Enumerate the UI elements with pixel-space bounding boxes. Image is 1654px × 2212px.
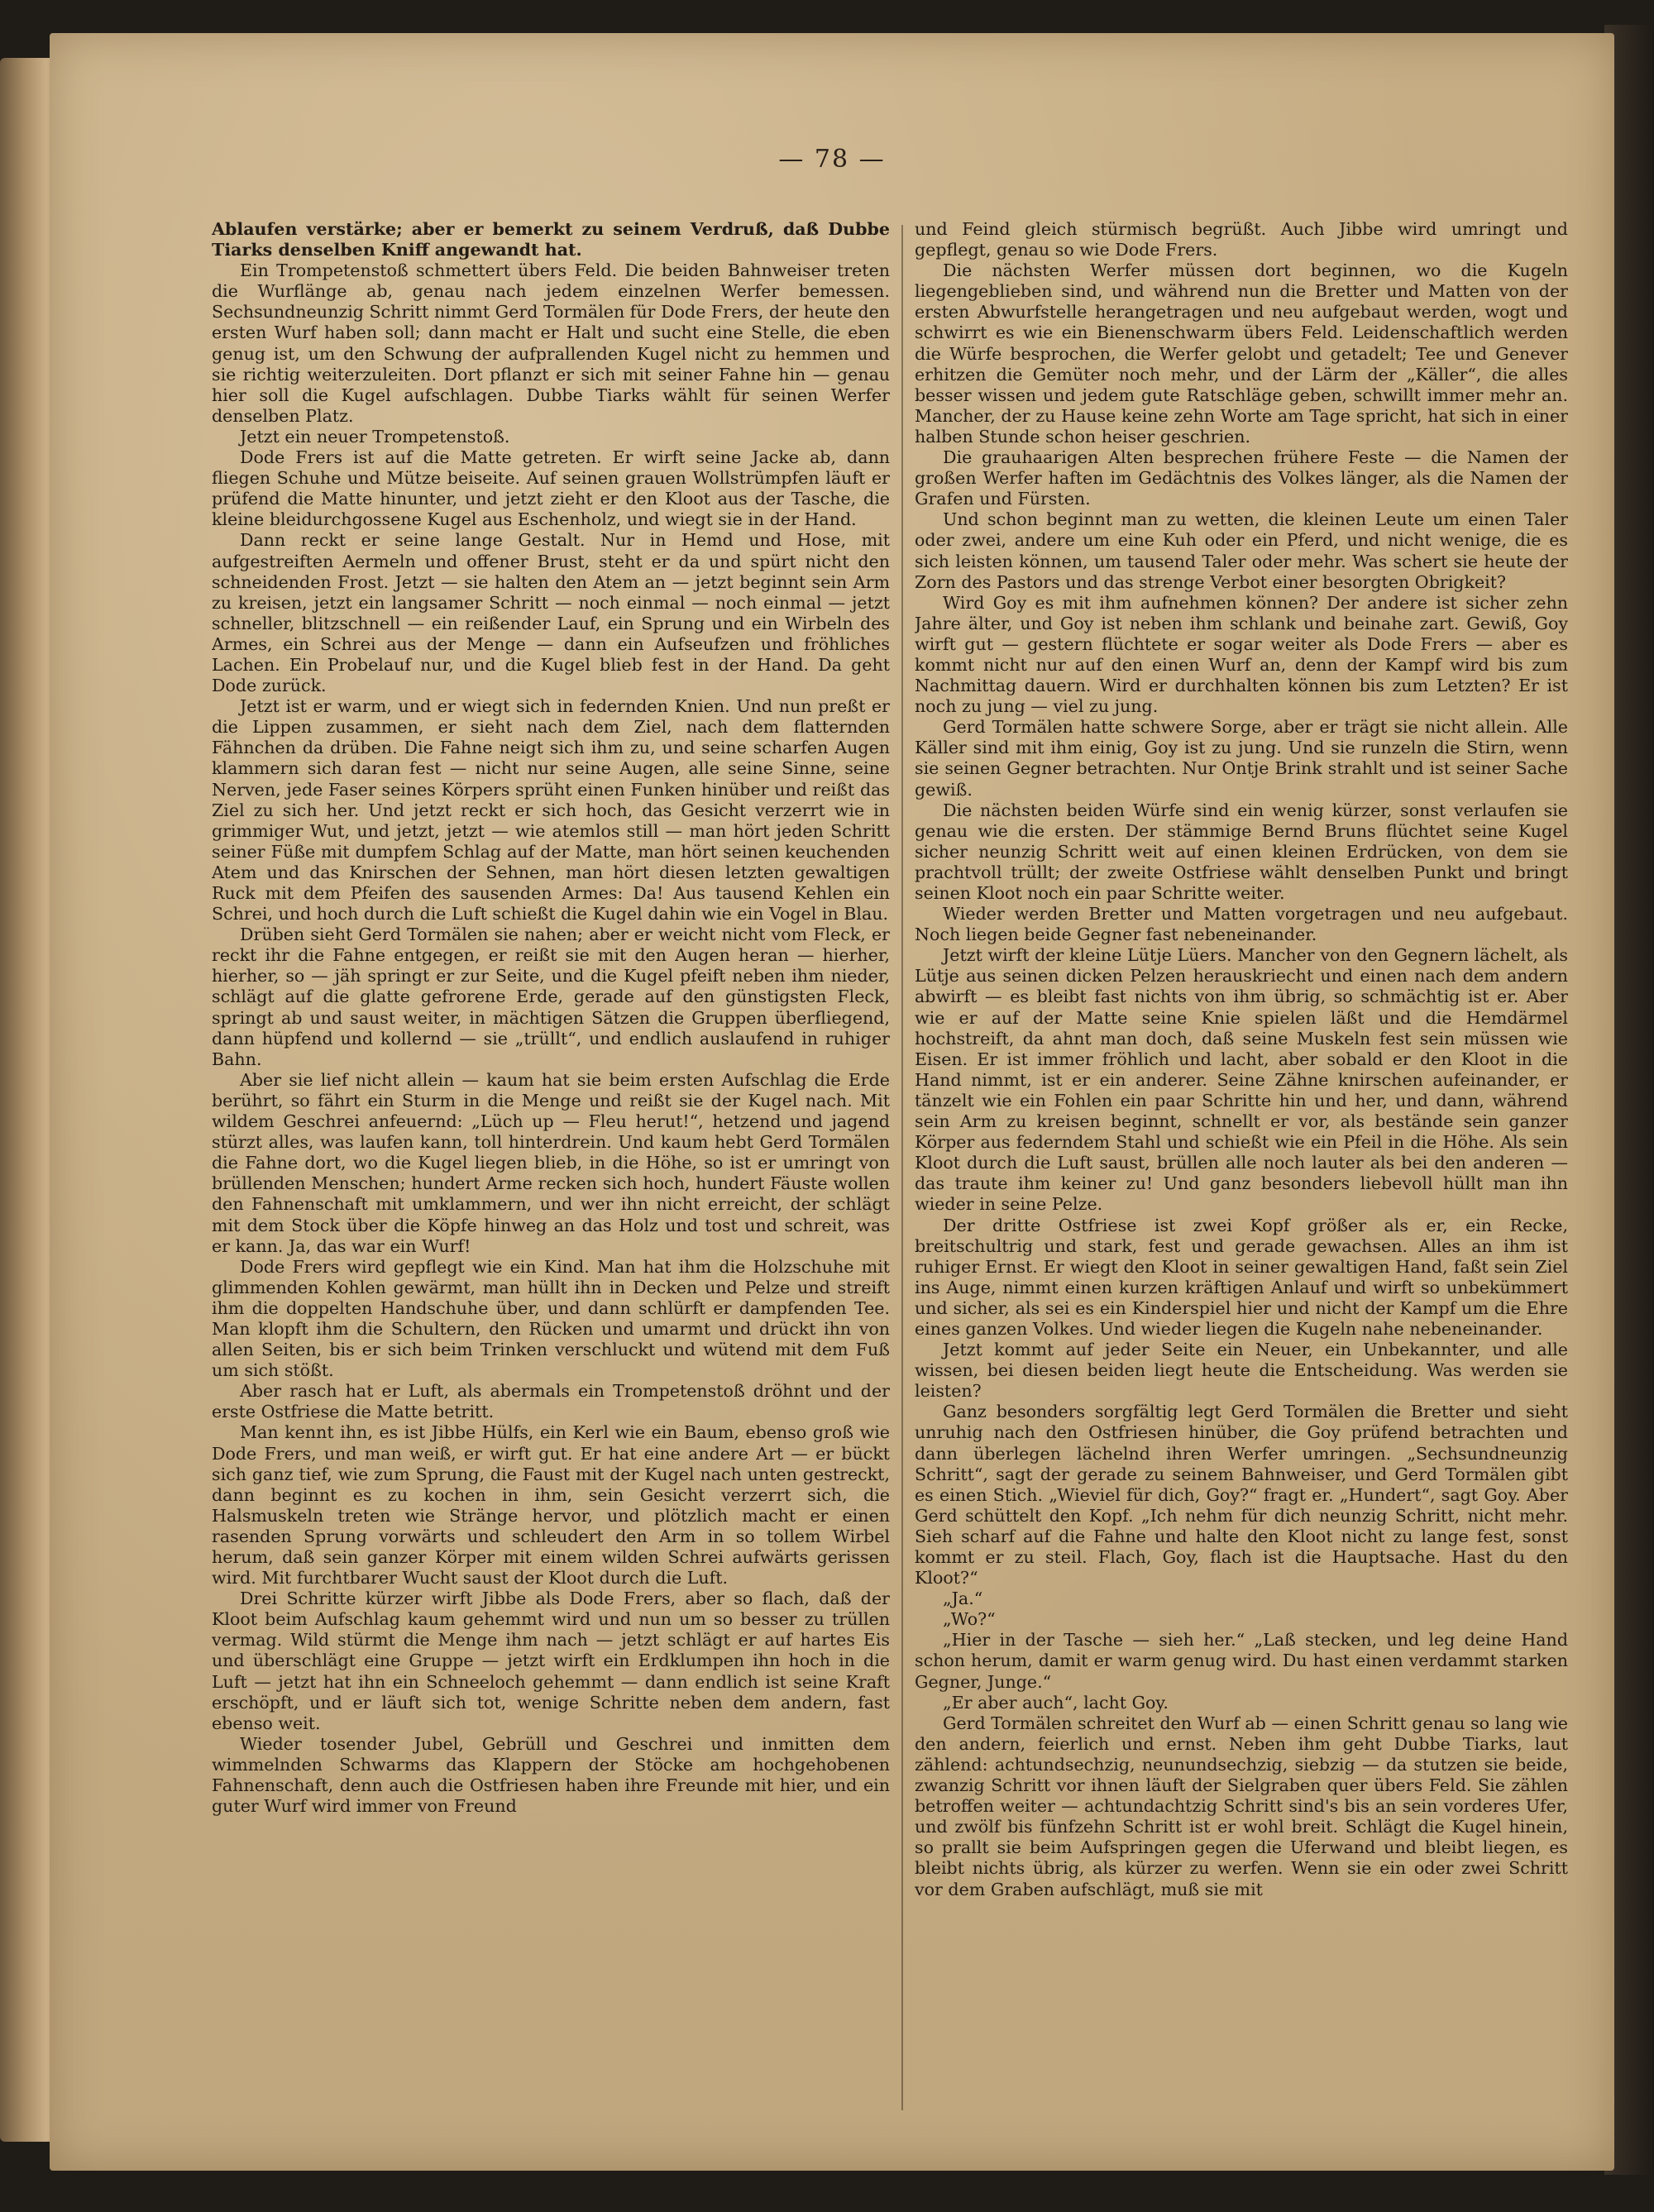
paragraph: Die nächsten Werfer müssen dort beginnen, wo die Kugeln liegengeblieben sind, und während nun die Bretter und Matten von der ersten Abwurfstelle herangetragen und neu aufgebaut werden, wogt und schwirrt es wie ein Bienenschwarm übers Feld. Leidenschaftlich werden die Würfe besprochen, die Werfer gelobt und getadelt; Tee und Genever erhitzen die Gemüter noch mehr, und der Lärm der „Käller“, die alles besser wissen und jedem gute Ratschläge geben, schwillt immer mehr an. Mancher, der zu Hause keine zehn Worte am Tage spricht, hat sich in einer halben Stunde schon heiser geschrien. bbox=[915, 260, 1568, 447]
paragraph: Dann reckt er seine lange Gestalt. Nur in Hemd und Hose, mit aufgestreiften Aermeln und offener Brust, steht er da und spürt nicht den schneidenden Frost. Jetzt — sie halten den Atem an — jetzt beginnt sein Arm zu kreisen, jetzt ein langsamer Schritt — noch einmal — noch einmal — jetzt schneller, blitzschnell — ein reißender Lauf, ein Sprung und ein Wirbeln des Armes, ein Schrei aus der Menge — dann ein Aufseufzen und fröhliches Lachen. Ein Probelauf nur, und die Kugel blieb fest in der Hand. Da geht Dode zurück. bbox=[212, 530, 890, 696]
paragraph: „Er aber auch“, lacht Goy. bbox=[943, 1692, 1169, 1713]
paragraph: „Hier in der Tasche — sieh her.“ „Laß stecken, und leg deine Hand schon herum, damit er warm genug wird. Du hast einen verdammt starken Gegner, Junge.“ bbox=[915, 1630, 1568, 1692]
paragraph: Aber rasch hat er Luft, als abermals ein Trompetenstoß dröhnt und der erste Ostfriese die Matte betritt. bbox=[212, 1381, 890, 1422]
paragraph: Der dritte Ostfriese ist zwei Kopf größer als er, ein Recke, breitschultrig und stark, fest und gerade gewachsen. Alles an ihm ist ruhiger Ernst. Er wiegt den Kloot in seiner gewaltigen Hand, faßt sein Ziel ins Auge, nimmt einen kurzen kräftigen Anlauf und wirft so unbekümmert und sicher, als sei es ein Kinderspiel hier und nicht der Kampf um die Ehre eines ganzen Volkes. Und wieder liegen die Kugeln nahe nebeneinander. bbox=[915, 1215, 1568, 1339]
column-divider bbox=[901, 225, 903, 2110]
paragraph: Jetzt kommt auf jeder Seite ein Neuer, ein Unbekannter, und alle wissen, bei diesen beiden liegt heute die Entscheidung. Was werden sie leisten? bbox=[915, 1340, 1568, 1402]
paragraph: Wieder werden Bretter und Matten vorgetragen und neu aufgebaut. Noch liegen beide Gegner fast nebeneinander. bbox=[915, 904, 1568, 945]
paragraph: Man kennt ihn, es ist Jibbe Hülfs, ein Kerl wie ein Baum, ebenso groß wie Dode Frers, und man weiß, er wirft gut. Er hat eine andere Art — er bückt sich ganz tief, wie zum Sprung, die Faust mit der Kugel nach unten gestreckt, dann beginnt es zu kochen in ihm, sein Gesicht verzerrt sich, die Halsmuskeln treten wie Stränge hervor, und plötzlich macht er einen rasenden Sprung vorwärts und schleudert den Arm in so tollem Wirbel herum, daß sein ganzer Körper mit einem wilden Schrei aufwärts gerissen wird. Mit furchtbarer Wucht saust der Kloot durch die Luft. bbox=[212, 1422, 890, 1589]
paragraph: „Ja.“ bbox=[943, 1589, 983, 1609]
paragraph: Wird Goy es mit ihm aufnehmen können? Der andere ist sicher zehn Jahre älter, und Goy ist neben ihm schlank und beinahe zart. Gewiß, Goy wirft gut — gestern flüchtete er sogar weiter als Dode Frers — aber es kommt nicht nur auf den einen Wurf an, denn der Kampf wird bis zum Nachmittag dauern. Wird er durchhalten können bis zum Letzten? Er ist noch zu jung — viel zu jung. bbox=[915, 592, 1568, 717]
paragraph: „Wo?“ bbox=[943, 1609, 996, 1630]
paragraph: Die grauhaarigen Alten besprechen frühere Feste — die Namen der großen Werfer haften im Gedächtnis des Volkes länger, als die Namen der Grafen und Fürsten. bbox=[915, 447, 1568, 509]
paragraph: Gerd Tormälen schreitet den Wurf ab — einen Schritt genau so lang wie den andern, feierlich und ernst. Neben ihm geht Dubbe Tiarks, laut zählend: achtundsechzig, neunundsechzig, siebzig — da stutzen sie beide, zwanzig Schritt vor ihnen läuft der Sielgraben quer übers Feld. Sie zählen betroffen weiter — achtundachtzig Schritt sind's bis an sein vorderes Ufer, und zwölf bis fünfzehn Schritt ist er wohl breit. Schlägt die Kugel hinein, so prallt sie beim Aufspringen gegen die Uferwand und bleibt liegen, es bleibt nichts übrig, als kürzer zu werfen. Wenn sie ein oder zwei Schritt vor dem Graben aufschlägt, muß sie mit bbox=[915, 1713, 1568, 1899]
page-number: — 78 — bbox=[778, 145, 886, 174]
document-page bbox=[50, 33, 1614, 2171]
paragraph: Dode Frers ist auf die Matte getreten. Er wirft seine Jacke ab, dann fliegen Schuhe und Mütze beiseite. Auf seinen grauen Wollstrümpfen läuft er prüfend die Matte hinunter, und jetzt zieht er den Kloot aus der Tasche, die kleine bleidurchgossene Kugel aus Eschenholz, und wiegt sie in der Hand. bbox=[212, 447, 890, 530]
paragraph: Die nächsten beiden Würfe sind ein wenig kürzer, sonst verlaufen sie genau wie die ersten. Der stämmige Bernd Bruns flüchtet seine Kugel sicher neunzig Schritt weit auf einen kleinen Erdrücken, von dem sie prachtvoll trüllt; der zweite Ostfriese wählt denselben Punkt und bringt seinen Kloot noch ein paar Schritte weiter. bbox=[915, 800, 1568, 903]
paragraph: Ein Trompetenstoß schmettert übers Feld. Die beiden Bahnweiser treten die Wurflänge ab, genau nach jedem einzelnen Werfer bemessen. Sechsundneunzig Schritt nimmt Gerd Tormälen für Dode Frers, der heute den ersten Wurf haben soll; dann macht er Halt und sucht eine Stelle, die eben genug ist, um den Schwung der aufprallenden Kugel nicht zu hemmen und sie richtig weiterzuleiten. Dort pflanzt er sich mit seiner Fahne hin — genau hier soll die Kugel aufschlagen. Dubbe Tiarks wählt für seinen Werfer denselben Platz. bbox=[212, 260, 890, 426]
paragraph: Dode Frers wird gepflegt wie ein Kind. Man hat ihm die Holzschuhe mit glimmenden Kohlen gewärmt, man hüllt ihn in Decken und Pelze und streift ihm die doppelten Handschuhe über, und dann schlürft er dampfenden Tee. Man klopft ihm die Schultern, den Rücken und umarmt und drückt ihn von allen Seiten, bis er sich beim Trinken verschluckt und wütend mit dem Fuß um sich stößt. bbox=[212, 1256, 890, 1381]
paragraph: Ablaufen verstärke; aber er bemerkt zu seinem Verdruß, daß Dubbe Tiarks denselben Kniff angewandt hat. bbox=[212, 219, 890, 260]
paragraph: Jetzt ist er warm, und er wiegt sich in federnden Knien. Und nun preßt er die Lippen zusammen, er sieht nach dem Ziel, nach dem flatternden Fähnchen da drüben. Die Fahne neigt sich ihm zu, und seine scharfen Augen klammern sich daran fest — nicht nur seine Augen, alle seine Sinne, seine Nerven, jede Faser seines Körpers sprüht einen Funken hinüber und reißt das Ziel zu sich her. Und jetzt reckt er sich hoch, das Gesicht verzerrt wie in grimmiger Wut, und jetzt, jetzt — wie atemlos still — man hört jeden Schritt seiner Füße mit dumpfem Schlag auf der Matte, man hört seinen keuchenden Atem und das Knirschen der Sehnen, man hört diesen letzten gewaltigen Ruck mit dem Pfeifen des sausenden Armes: Da! Aus tausend Kehlen ein Schrei, und hoch durch die Luft schießt die Kugel dahin wie ein Vogel in Blau. bbox=[212, 696, 890, 924]
paragraph: Drüben sieht Gerd Tormälen sie nahen; aber er weicht nicht vom Fleck, er reckt ihr die Fahne entgegen, er reißt sie mit den Augen heran — hierher, hierher, so — jäh springt er zur Seite, und die Kugel pfeift neben ihm nieder, schlägt auf die glatte gefrorene Erde, gerade auf den günstigsten Fleck, springt ab und saust weiter, in mächtigen Sätzen die Gruppen überfliegend, dann hüpfend und kollernd — sie „trüllt“, und endlich auslaufend in ruhiger Bahn. bbox=[212, 924, 890, 1069]
right-column bbox=[915, 219, 1568, 2121]
paragraph: Jetzt ein neuer Trompetenstoß. bbox=[240, 426, 510, 447]
left-column bbox=[212, 219, 890, 2121]
paragraph: Wieder tosender Jubel, Gebrüll und Geschrei und inmitten dem wimmelnden Schwarms das Klappern der Stöcke am hochgehobenen Fahnenschaft, denn auch die Ostfriesen haben ihre Freunde mit hier, und ein guter Wurf wird immer von Freund bbox=[212, 1733, 890, 1817]
paragraph: und Feind gleich stürmisch begrüßt. Auch Jibbe wird umringt und gepflegt, genau so wie Dode Frers. bbox=[915, 219, 1568, 260]
paragraph: Aber sie lief nicht allein — kaum hat sie beim ersten Aufschlag die Erde berührt, so fährt ein Sturm in die Menge und reißt sie der Kugel nach. Mit wildem Geschrei anfeuernd: „Lüch up — Fleu herut!“, hetzend und jagend stürzt alles, was laufen kann, toll hinterdrein. Und kaum hebt Gerd Tormälen die Fahne dort, wo die Kugel liegen blieb, in die Höhe, so ist er umringt von brüllenden Menschen; hundert Arme recken sich hoch, hundert Fäuste wollen den Fahnenschaft mit umklammern, und wer ihn nicht erreicht, der schlägt mit dem Stock über die Köpfe hinweg an das Holz und tost und schreit, was er kann. Ja, das war ein Wurf! bbox=[212, 1069, 890, 1256]
paragraph: Und schon beginnt man zu wetten, die kleinen Leute um einen Taler oder zwei, andere um eine Kuh oder ein Pferd, und nicht wenige, die es sich leisten können, um tausend Taler oder mehr. Was schert sie heute der Zorn des Pastors und das strenge Verbot einer besorgten Obrigkeit? bbox=[915, 509, 1568, 592]
paragraph: Gerd Tormälen hatte schwere Sorge, aber er trägt sie nicht allein. Alle Käller sind mit ihm einig, Goy ist zu jung. Und sie runzeln die Stirn, wenn sie seinen Gegner betrachten. Nur Ontje Brink strahlt und ist seiner Sache gewiß. bbox=[915, 717, 1568, 800]
paragraph: Drei Schritte kürzer wirft Jibbe als Dode Frers, aber so flach, daß der Kloot beim Aufschlag kaum gehemmt wird und nun um so besser zu trüllen vermag. Wild stürmt die Menge ihm nach — jetzt schlägt er auf hartes Eis und überschlägt eine Gruppe — jetzt wirft ein Erdklumpen ihn hoch in die Luft — jetzt hat ihn ein Schneeloch gehemmt — dann endlich ist seine Kraft erschöpft, und er läuft sich tot, wenige Schritte neben dem andern, fast ebenso weit. bbox=[212, 1589, 890, 1733]
paragraph: Ganz besonders sorgfältig legt Gerd Tormälen die Bretter und sieht unruhig nach den Ostfriesen hinüber, die Goy prüfend betrachten und dann überlegen lächelnd ihren Werfer umringen. „Sechsundneunzig Schritt“, sagt der gerade zu seinem Bahnweiser, und Gerd Tormälen gibt es einen Stich. „Wieviel für dich, Goy?“ fragt er. „Hundert“, sagt Goy. Aber Gerd schüttelt den Kopf. „Ich nehm für dich neunzig Schritt, nicht mehr. Sieh scharf auf die Fahne und halte den Kloot nicht zu lange fest, sonst kommt er zu steil. Flach, Goy, flach ist die Hauptsache. Hast du den Kloot?“ bbox=[915, 1402, 1568, 1589]
paragraph: Jetzt wirft der kleine Lütje Lüers. Mancher von den Gegnern lächelt, als Lütje aus seinen dicken Pelzen herauskriecht und einen nach dem andern abwirft — es bleibt fast nichts von ihm übrig, so schmächtig ist er. Aber wie er auf der Matte seine Knie spielen läßt und die Hemdärmel hochstreift, da ahnt man doch, daß seine Muskeln fest sein müssen wie Eisen. Er ist immer fröhlich und lacht, aber sobald er den Kloot in die Hand nimmt, ist er ein anderer. Seine Zähne knirschen aufeinander, er tänzelt wie ein Fohlen ein paar Schritte hin und her, und dann, während sein Arm zu kreisen beginnt, schnellt er vor, als bestände sein ganzer Körper aus federndem Stahl und schießt wie ein Pfeil in die Höhe. Als sein Kloot durch die Luft saust, brüllen alle noch lauter als bei den anderen — das traute ihm keiner zu! Und ganz besonders liebevoll hüllt man ihn wieder in seine Pelze. bbox=[915, 945, 1568, 1215]
